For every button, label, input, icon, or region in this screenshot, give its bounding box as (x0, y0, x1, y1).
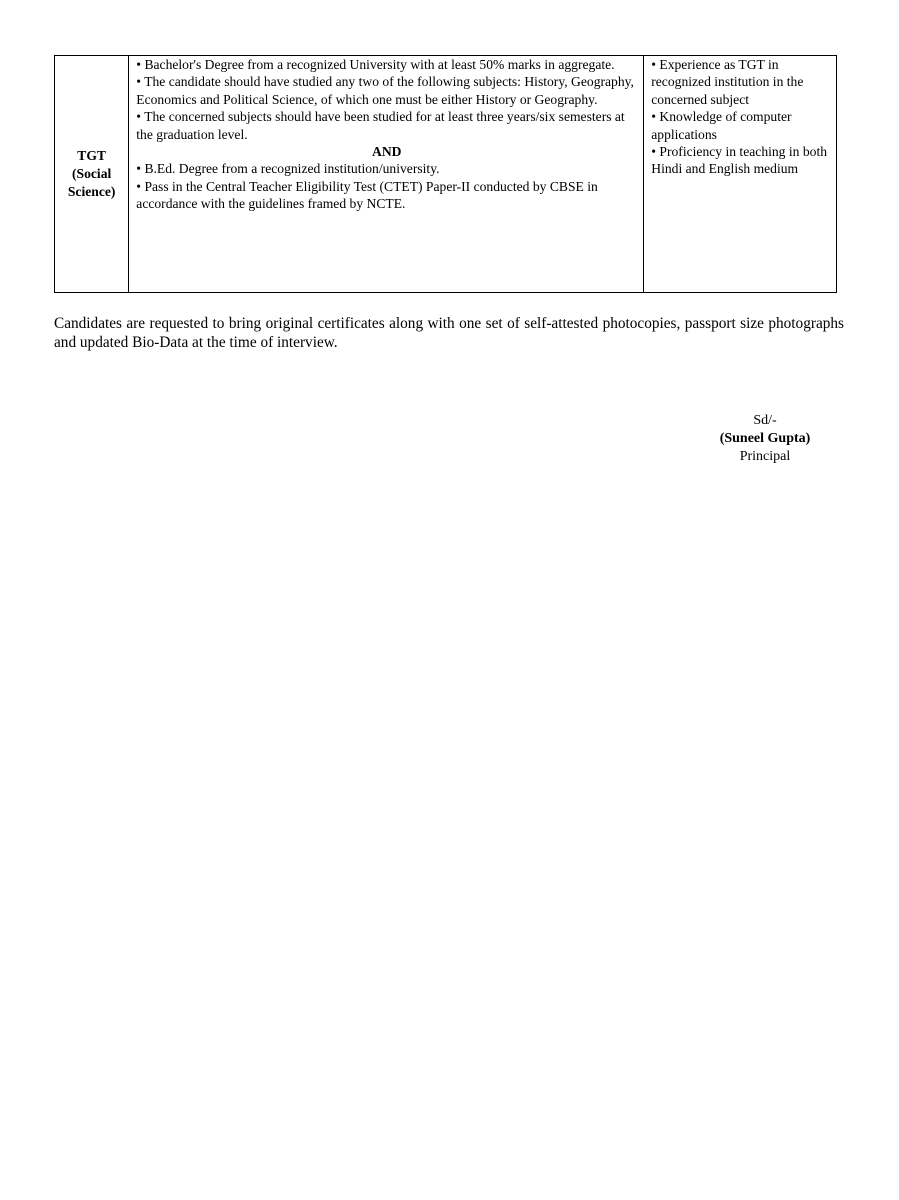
essential-qualification-item: • The concerned subjects should have been studied for at least three years/six semesters at the graduation level. (136, 109, 625, 142)
essential-qualification-item: • Pass in the Central Teacher Eligibility Test (CTET) Paper-II conducted by CBSE in accordance with the guidelines framed by NCTE. (136, 178, 598, 212)
desirable-qualification-item: • Knowledge of computer applications (651, 109, 792, 142)
essential-qualification-item: • The candidate should have studied any two of the following subjects: History, Geography, Economics and Political Science, of which one must be either History or Geography. (136, 74, 634, 107)
signature-sd: Sd/- (753, 413, 777, 428)
desirable-qualifications-cell (644, 56, 837, 293)
signatory-name: (Suneel Gupta) (719, 431, 811, 446)
desirable-qualification-item: • Experience as TGT in recognized institution in the concerned subject (651, 57, 804, 107)
post-name-cell (55, 56, 129, 293)
signatory-designation: Principal (739, 449, 791, 464)
candidate-instructions: Candidates are requested to bring original certificates along with one set of self-attested photocopies, passport size photographs and updated Bio-Data at the time of interview. (54, 315, 844, 351)
qualification-table (54, 55, 837, 293)
signature-block (690, 412, 840, 466)
and-connector: AND (372, 144, 402, 160)
desirable-qualification-item: • Proficiency in teaching in both Hindi and English medium (651, 144, 828, 177)
essential-qualification-item: • Bachelor's Degree from a recognized University with at least 50% marks in aggregate. (136, 57, 615, 72)
essential-qualification-item: • B.Ed. Degree from a recognized institution/university. (136, 161, 440, 177)
post-name-line: (Social (72, 166, 112, 181)
post-name-line: Science) (67, 184, 116, 199)
post-name-line: TGT (77, 148, 106, 163)
essential-qualifications-cell (129, 56, 644, 293)
table-row (55, 56, 837, 293)
